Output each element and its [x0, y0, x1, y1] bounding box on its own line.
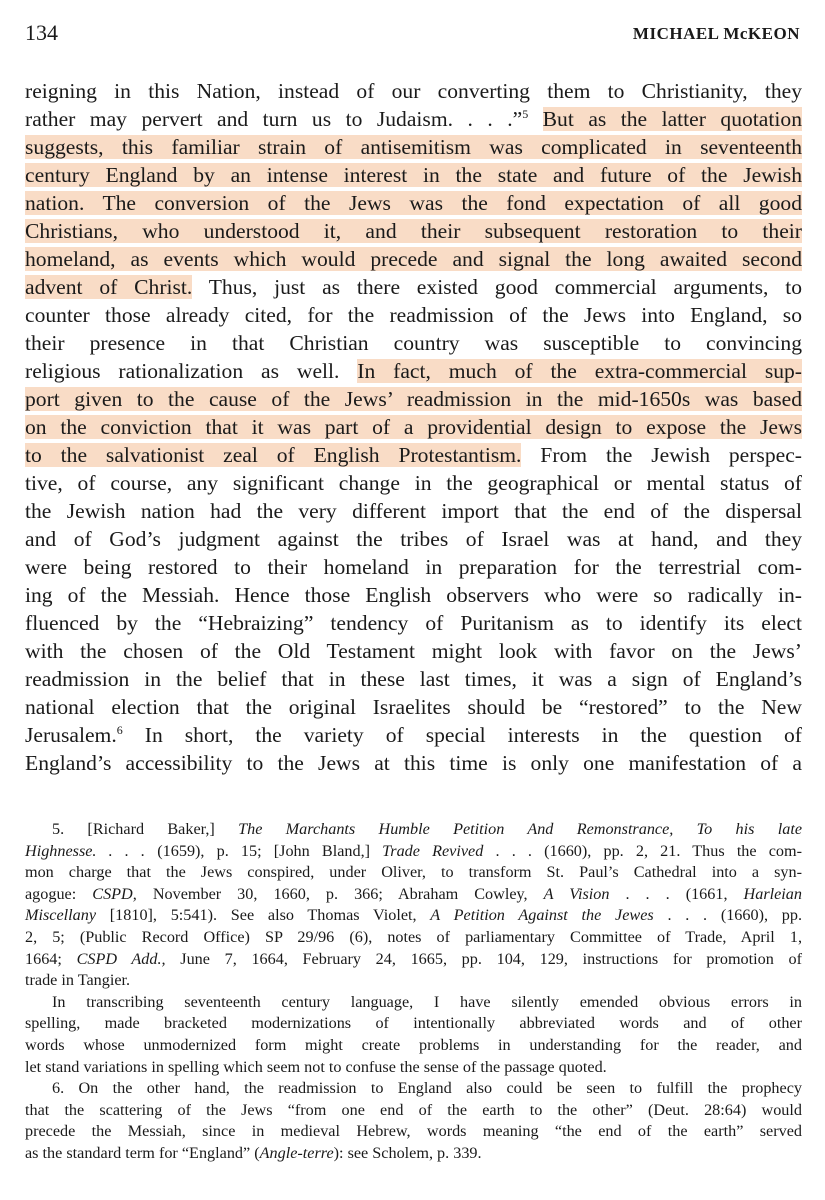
text-run: fluenced by the “Hebraizing” tendency of Puritanism as to identify its elect	[25, 611, 802, 635]
highlighted-text: century England by an intense interest in the state and future of the Jewish	[25, 163, 802, 187]
highlighted-text: on the conviction that it was part of a providential design to expose the Jews	[25, 415, 802, 439]
body-line	[25, 273, 802, 301]
italic-title: A Vision	[543, 884, 610, 903]
footnote-line	[25, 992, 802, 1014]
footnotes	[25, 819, 802, 1165]
text-run: November 30, 1660, p. 366; Abraham Cowley,	[136, 884, 544, 903]
text-run: From the Jewish perspec-	[521, 443, 802, 467]
body-line	[25, 105, 802, 133]
text-run: In short, the variety of special interests in the question of	[122, 723, 802, 747]
text-run: were being restored to their homeland in preparation for the terrestrial com-	[25, 555, 802, 579]
text-run: religious rationalization as well.	[25, 359, 358, 383]
text-run: (1659), p. 15; [John Bland,]	[145, 841, 383, 860]
body-line	[25, 413, 802, 441]
footnote-line	[25, 1078, 802, 1100]
text-run: agogue:	[25, 884, 93, 903]
text-run: precede the Messiah, since in medieval Hebrew, words meaning “the end of the earth” served	[25, 1122, 802, 1141]
body-line	[25, 77, 802, 105]
text-run: reigning in this Nation, instead of our converting them to Christianity, they	[25, 79, 802, 103]
text-run: let stand variations in spelling which seem not to confuse the sense of the passage quoted.	[25, 1057, 607, 1076]
highlighted-text: But as the latter quotation	[542, 107, 802, 131]
italic-title: The Marchants Humble Petition And Remonstrance, To his late	[238, 820, 803, 838]
body-line	[25, 385, 802, 413]
text-run: . . . (1660), pp.	[653, 906, 803, 925]
running-head-author: MICHAEL McKEON	[632, 24, 800, 43]
body-line	[25, 245, 802, 273]
highlighted-text: In fact, much of the extra-commercial sup-	[357, 359, 803, 383]
text-run: as the standard term for “England” (	[25, 1143, 260, 1162]
text-run: ing of the Messiah. Hence those English observers who were so radically in-	[25, 583, 802, 607]
highlighted-text: homeland, as events which would precede and signal the long awaited second	[25, 247, 802, 271]
footnote-line	[25, 970, 802, 992]
footnote-line	[25, 1121, 802, 1143]
highlighted-text: Christians, who understood it, and their subsequent restoration to their	[25, 219, 802, 243]
text-run: and of God’s judgment against the tribes of Israel was at hand, and they	[25, 527, 802, 551]
footnote-ref: 6	[116, 723, 123, 737]
footnote-line	[25, 841, 802, 863]
body-line	[25, 665, 802, 693]
body-line	[25, 301, 802, 329]
page-header	[25, 20, 800, 50]
text-run: rather may pervert and turn us to Judaism. . . .”	[25, 107, 523, 131]
text-run: ): see Scholem, p. 339.	[333, 1143, 482, 1162]
page-number: 134	[25, 20, 58, 45]
footnote-line	[25, 1100, 802, 1122]
text-run: the Jewish nation had the very different import that the end of the dispersal	[25, 499, 802, 523]
body-line	[25, 525, 802, 553]
text-run: Thus, just as there existed good commercial arguments, to	[192, 275, 802, 299]
text-run: June 7, 1664, February 24, 1665, pp. 104, 129, instructions for promotion of	[165, 949, 802, 968]
text-run: mon charge that the Jews conspired, under Oliver, to transform St. Paul’s Cathedral into a syn-	[25, 863, 802, 882]
text-run: [1810], 5:541). See also Thomas Violet,	[96, 906, 431, 925]
footnote-line	[25, 1013, 802, 1035]
body-line	[25, 749, 802, 777]
text-run: readmission in the belief that in these last times, it was a sign of England’s	[25, 667, 802, 691]
body-line	[25, 189, 802, 217]
highlighted-text: advent of Christ.	[25, 275, 193, 299]
text-run: . . . (1660), pp. 2, 21. Thus the com-	[483, 841, 803, 860]
body-line	[25, 357, 802, 385]
footnote-line	[25, 905, 802, 927]
text-run: national election that the original Israelites should be “restored” to the New	[25, 695, 802, 719]
footnote-line	[25, 1057, 802, 1079]
text-run: counter those already cited, for the readmission of the Jews into England, so	[25, 303, 802, 327]
italic-title: CSPD,	[92, 884, 137, 903]
text-run: that the scattering of the Jews “from one end of the earth to the other” (Deut. 28:64) would	[25, 1100, 802, 1119]
text-run: 6. On the other hand, the readmission to England also could be seen to fulfill the prophecy	[52, 1079, 802, 1098]
text-run: words whose unmodernized form might create problems in understanding for the reader, and	[25, 1035, 802, 1054]
italic-title: Angle-terre	[259, 1143, 334, 1162]
text-run: In transcribing seventeenth century language, I have silently emended obvious errors in	[52, 992, 802, 1011]
body-text	[25, 77, 802, 777]
footnote-ref: 5	[522, 107, 529, 121]
footnote-line	[25, 819, 802, 841]
footnote-line	[25, 1143, 802, 1165]
footnote-line	[25, 927, 802, 949]
text-run: with the chosen of the Old Testament might look with favor on the Jews’	[25, 639, 802, 663]
italic-title: Trade Revived	[382, 841, 484, 860]
text-run: their presence in that Christian country was susceptible to convincing	[25, 331, 802, 355]
body-line	[25, 133, 802, 161]
text-run: Jerusalem.	[25, 723, 117, 747]
highlighted-text: to the salvationist zeal of English Protestantism.	[25, 443, 522, 467]
footnote-line	[25, 884, 802, 906]
footnote-line	[25, 1035, 802, 1057]
body-line	[25, 441, 802, 469]
body-line	[25, 329, 802, 357]
text-run: tive, of course, any significant change in the geographical or mental status of	[25, 471, 802, 495]
text-run	[528, 107, 542, 131]
text-run: . . . (1661,	[609, 884, 744, 903]
text-run: 2, 5; (Public Record Office) SP 29/96 (6), notes of parliamentary Committee of Trade, April 1,	[25, 927, 802, 946]
italic-title: Highnesse. . . .	[25, 841, 146, 860]
body-line	[25, 161, 802, 189]
text-run: 1664;	[25, 949, 77, 968]
highlighted-text: nation. The conversion of the Jews was the fond expectation of all good	[25, 191, 802, 215]
text-run: 5. [Richard Baker,]	[52, 820, 239, 838]
body-line	[25, 581, 802, 609]
body-line	[25, 217, 802, 245]
italic-title: Miscellany	[25, 906, 97, 925]
footnote-line	[25, 949, 802, 971]
text-run: trade in Tangier.	[25, 971, 131, 990]
highlighted-text: port given to the cause of the Jews’ readmission in the mid-1650s was based	[25, 387, 802, 411]
body-line	[25, 721, 802, 749]
text-run: England’s accessibility to the Jews at this time is only one manifestation of a	[25, 751, 802, 775]
body-line	[25, 469, 802, 497]
italic-title: Harleian	[743, 884, 802, 903]
italic-title: CSPD Add.,	[76, 949, 166, 968]
italic-title: A Petition Against the Jewes	[430, 906, 654, 925]
footnote-line	[25, 862, 802, 884]
body-line	[25, 497, 802, 525]
highlighted-text: suggests, this familiar strain of antisemitism was complicated in seventeenth	[25, 135, 802, 159]
body-line	[25, 553, 802, 581]
body-line	[25, 609, 802, 637]
body-line	[25, 637, 802, 665]
body-line	[25, 693, 802, 721]
text-run: spelling, made bracketed modernizations of intentionally abbreviated words and of other	[25, 1014, 802, 1033]
